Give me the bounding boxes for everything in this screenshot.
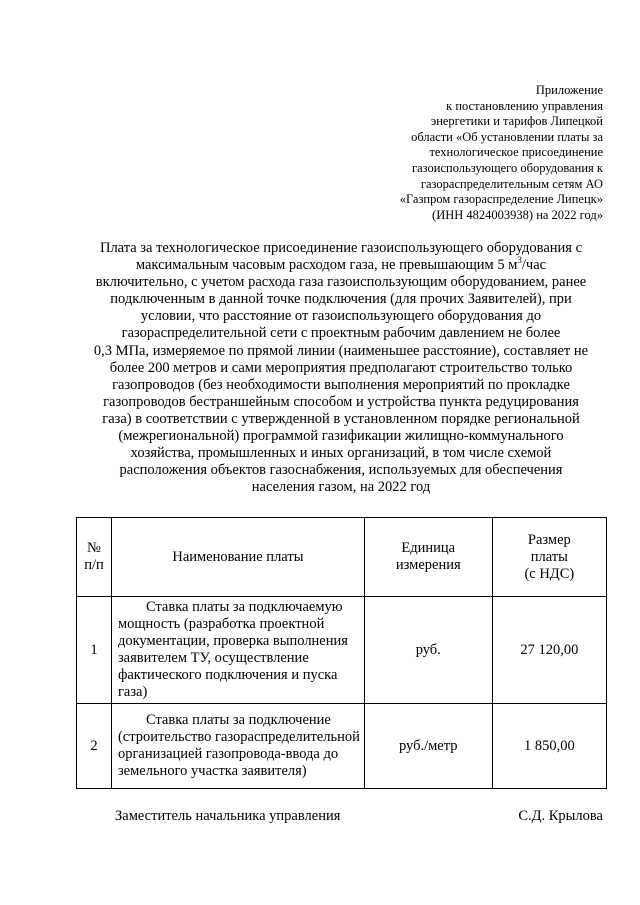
title-line: подключенным в данной точке подключения (для прочих Заявителей), при [110, 291, 572, 308]
appendix-line: энергетики и тарифов Липецкой [430, 114, 603, 129]
title-superscript: 3 [517, 255, 522, 266]
title-line: условии, что расстояние от газоиспользующего оборудования до [140, 308, 542, 325]
title-line: расположения объектов газоснабжения, используемых для обеспечения [119, 462, 563, 479]
row-value: 1 850,00 [492, 704, 606, 789]
header-number: № п/п [77, 518, 112, 597]
header-size: Размер платы (с НДС) [492, 518, 606, 597]
header-name: Наименование платы [111, 518, 364, 597]
title-text: максимальным часовым расходом газа, не превышающим 5 м [135, 257, 518, 274]
title-line: (межрегиональной) программой газификации жилищно-коммунального [118, 428, 564, 445]
title-line: Плата за технологическое присоединение газоиспользующего оборудования с [99, 240, 583, 256]
title-text: /час [521, 257, 547, 274]
title-line: населения газом, на 2022 год [251, 479, 431, 496]
title-line [76, 257, 606, 274]
row-number: 1 [77, 597, 112, 704]
appendix-line: технологическое присоединение [429, 145, 603, 160]
document-title [76, 240, 606, 496]
title-line: хозяйства, промышленных и иных организаций, в том числе схемой [130, 445, 552, 462]
title-line: газопроводов (без необходимости выполнения мероприятий по прокладке [112, 376, 570, 393]
row-number: 2 [77, 704, 112, 789]
row-name: Ставка платы за подключаемую мощность (разработка проектной документации, проверка выполнения заявителем ТУ, осуществление фактического подключения и пуска газа) [111, 597, 364, 704]
appendix-line: к постановлению управления [446, 98, 603, 113]
row-value: 27 120,00 [492, 597, 606, 704]
header-unit: Единица измерения [364, 518, 492, 597]
appendix-block [353, 83, 603, 223]
appendix-line: газораспределительным сетям АО [420, 176, 603, 191]
table-row [77, 704, 607, 789]
title-line: газопроводов бестраншейным способом и устройства пункта редуцирования [103, 393, 579, 410]
table-row [77, 597, 607, 704]
row-unit: руб./метр [364, 704, 492, 789]
table-header-row [77, 518, 607, 597]
title-line: газа) в соответствии с утвержденной в установленном порядке региональной [102, 410, 580, 427]
appendix-line: (ИНН 4824003938) на 2022 год» [432, 207, 603, 222]
signer-position: Заместитель начальника управления [115, 808, 341, 824]
appendix-line: области «Об установлении платы за [411, 129, 603, 144]
row-unit: руб. [364, 597, 492, 704]
appendix-line: «Газпром газораспределение Липецк» [399, 192, 603, 207]
appendix-line: Приложение [535, 83, 603, 97]
title-line: более 200 метров и сами мероприятия предполагают строительство только [109, 359, 573, 376]
title-line: включительно, с учетом расхода газа газоиспользующим оборудованием, ранее [95, 274, 587, 291]
fee-table [76, 517, 607, 789]
title-line: 0,3 МПа, измеряемое по прямой линии (наименьшее расстояние), составляет не [93, 342, 589, 359]
appendix-line: газоиспользующего оборудования к [412, 160, 603, 175]
signer-name: С.Д. Крылова [518, 808, 603, 824]
row-name: Ставка платы за подключение (строительство газораспределительной организацией газопровода-ввода до земельного участка заявителя) [111, 704, 364, 789]
title-line: газораспределительной сети с проектным рабочим давлением не более [121, 325, 561, 342]
signature-block [115, 808, 603, 825]
